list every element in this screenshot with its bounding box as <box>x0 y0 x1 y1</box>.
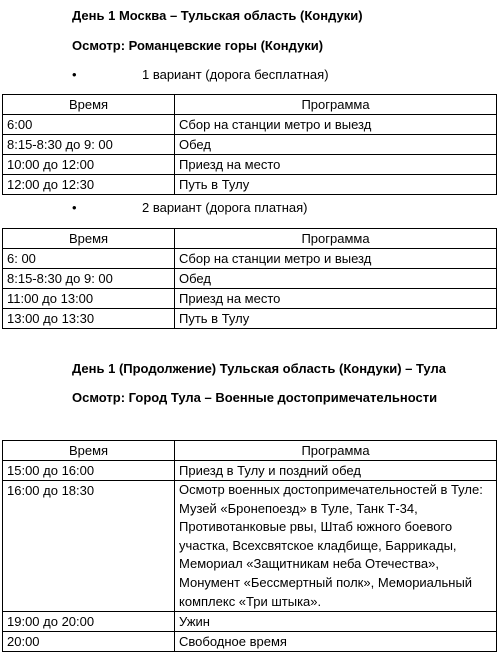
table-row <box>3 289 497 309</box>
program-cell: Путь в Тулу <box>175 309 497 329</box>
day1-cont-title: День 1 (Продолжение) Тульская область (Кондуки) – Тула <box>72 361 446 376</box>
variant1-table <box>2 94 497 195</box>
variant2-line <box>72 200 308 215</box>
program-cell: Обед <box>175 269 497 289</box>
time-cell: 6:00 <box>3 115 175 135</box>
table-row <box>3 249 497 269</box>
time-cell: 12:00 до 12:30 <box>3 175 175 195</box>
program-cell: Свободное время <box>175 632 497 652</box>
col-header-program: Программа <box>175 229 497 249</box>
program-cell: Приезд на место <box>175 289 497 309</box>
time-cell: 16:00 до 18:30 <box>3 481 175 612</box>
table-row <box>3 461 497 481</box>
time-cell: 13:00 до 13:30 <box>3 309 175 329</box>
day1-cont-sight: Осмотр: Город Тула – Военные достопримечательности <box>72 390 438 405</box>
time-cell: 8:15-8:30 до 9: 00 <box>3 135 175 155</box>
table-row <box>3 175 497 195</box>
bullet-icon: • <box>72 200 77 215</box>
time-cell: 8:15-8:30 до 9: 00 <box>3 269 175 289</box>
table-row <box>3 481 497 612</box>
time-cell: 19:00 до 20:00 <box>3 612 175 632</box>
program-cell: Сбор на станции метро и выезд <box>175 115 497 135</box>
day1-title: День 1 Москва – Тульская область (Кондуки) <box>72 8 363 23</box>
table-row <box>3 612 497 632</box>
table-row <box>3 309 497 329</box>
time-cell: 20:00 <box>3 632 175 652</box>
day1-cont-table <box>2 440 497 652</box>
table-header-row <box>3 95 497 115</box>
variant2-table <box>2 228 497 329</box>
col-header-program: Программа <box>175 441 497 461</box>
time-cell: 15:00 до 16:00 <box>3 461 175 481</box>
table-header-row <box>3 229 497 249</box>
variant1-label: 1 вариант (дорога бесплатная) <box>142 67 329 82</box>
variant1-line <box>72 67 329 82</box>
program-cell: Приезд в Тулу и поздний обед <box>175 461 497 481</box>
variant2-label: 2 вариант (дорога платная) <box>142 200 308 215</box>
program-cell: Путь в Тулу <box>175 175 497 195</box>
table-row <box>3 269 497 289</box>
bullet-icon: • <box>72 67 77 82</box>
table-row <box>3 155 497 175</box>
time-cell: 11:00 до 13:00 <box>3 289 175 309</box>
program-cell: Обед <box>175 135 497 155</box>
col-header-program: Программа <box>175 95 497 115</box>
col-header-time: Время <box>3 229 175 249</box>
col-header-time: Время <box>3 95 175 115</box>
table-row <box>3 632 497 652</box>
program-cell: Приезд на место <box>175 155 497 175</box>
time-cell: 10:00 до 12:00 <box>3 155 175 175</box>
program-cell: Ужин <box>175 612 497 632</box>
table-header-row <box>3 441 497 461</box>
table-row <box>3 135 497 155</box>
day1-sight: Осмотр: Романцевские горы (Кондуки) <box>72 38 324 53</box>
program-cell: Сбор на станции метро и выезд <box>175 249 497 269</box>
time-cell: 6: 00 <box>3 249 175 269</box>
table-row <box>3 115 497 135</box>
program-cell: Осмотр военных достопримечательностей в Туле: Музей «Бронепоезд» в Туле, Танк Т-34, Противотанковые рвы, Штаб южного боевого участка, Всехсвятское кладбище, Баррикады, Мемориал «Защитникам неба Отечества», Монумент «Бессмертный полк», Мемориальный комплекс «Три штыка». <box>175 481 497 612</box>
col-header-time: Время <box>3 441 175 461</box>
